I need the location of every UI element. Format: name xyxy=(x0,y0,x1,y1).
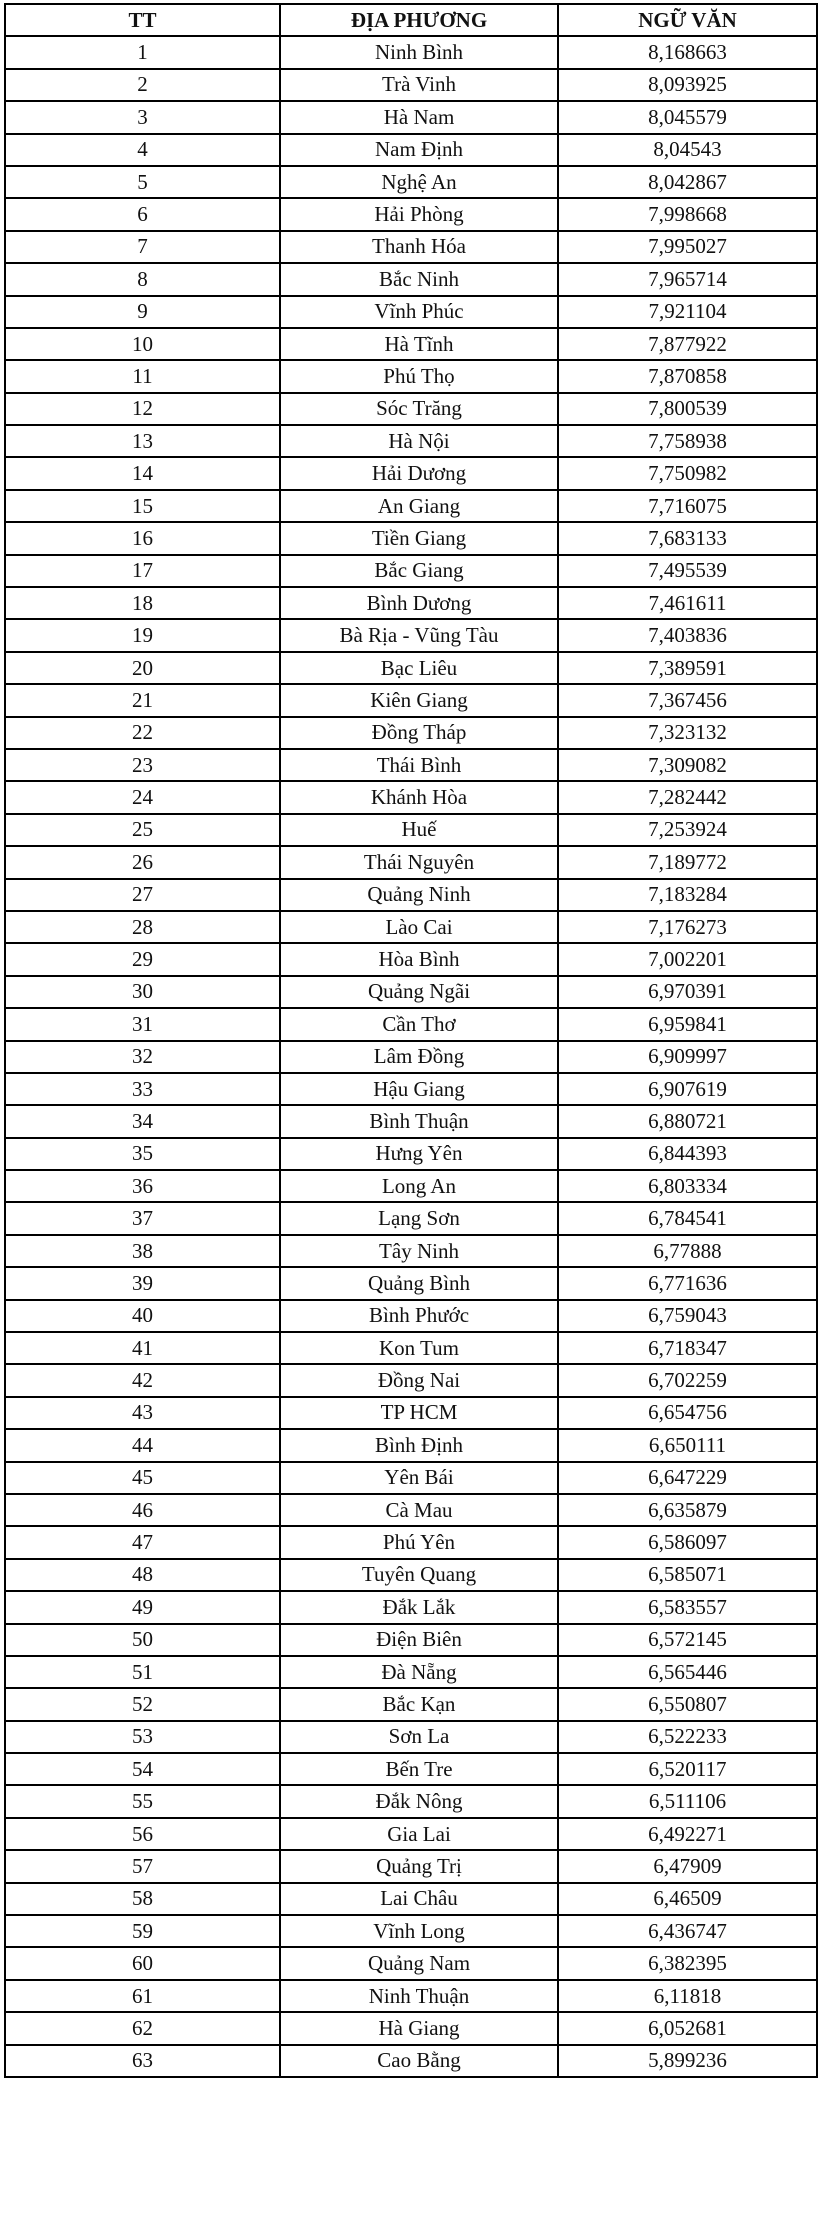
row-index: 18 xyxy=(5,587,280,619)
row-score: 6,565446 xyxy=(558,1656,817,1688)
row-index: 27 xyxy=(5,879,280,911)
row-score: 7,323132 xyxy=(558,717,817,749)
row-index: 56 xyxy=(5,1818,280,1850)
row-index: 10 xyxy=(5,328,280,360)
row-index: 54 xyxy=(5,1753,280,1785)
row-index: 21 xyxy=(5,684,280,716)
row-score: 6,970391 xyxy=(558,976,817,1008)
table-row xyxy=(5,1721,817,1753)
row-index: 39 xyxy=(5,1267,280,1299)
table-row xyxy=(5,587,817,619)
row-region: Quảng Nam xyxy=(280,1947,558,1979)
row-score: 6,583557 xyxy=(558,1591,817,1623)
table-row xyxy=(5,231,817,263)
row-score: 8,04543 xyxy=(558,134,817,166)
row-score: 6,550807 xyxy=(558,1688,817,1720)
table-row xyxy=(5,1526,817,1558)
table-row xyxy=(5,1202,817,1234)
row-index: 58 xyxy=(5,1883,280,1915)
score-table xyxy=(4,3,818,2078)
row-region: Tuyên Quang xyxy=(280,1559,558,1591)
row-score: 7,758938 xyxy=(558,425,817,457)
row-score: 7,965714 xyxy=(558,263,817,295)
row-index: 4 xyxy=(5,134,280,166)
row-region: Lào Cai xyxy=(280,911,558,943)
row-region: Bắc Giang xyxy=(280,555,558,587)
row-score: 7,921104 xyxy=(558,296,817,328)
row-index: 8 xyxy=(5,263,280,295)
row-index: 22 xyxy=(5,717,280,749)
row-region: Ninh Bình xyxy=(280,36,558,68)
table-row xyxy=(5,1267,817,1299)
row-index: 23 xyxy=(5,749,280,781)
row-index: 5 xyxy=(5,166,280,198)
row-score: 7,176273 xyxy=(558,911,817,943)
row-region: Bắc Ninh xyxy=(280,263,558,295)
table-row xyxy=(5,1105,817,1137)
row-score: 6,909997 xyxy=(558,1041,817,1073)
row-index: 37 xyxy=(5,1202,280,1234)
table-row xyxy=(5,1688,817,1720)
row-region: Đắk Nông xyxy=(280,1785,558,1817)
row-region: Cần Thơ xyxy=(280,1008,558,1040)
table-row xyxy=(5,781,817,813)
row-score: 5,899236 xyxy=(558,2045,817,2077)
row-region: Hà Giang xyxy=(280,2012,558,2044)
row-index: 7 xyxy=(5,231,280,263)
table-row xyxy=(5,263,817,295)
row-region: Ninh Thuận xyxy=(280,1980,558,2012)
row-region: Phú Yên xyxy=(280,1526,558,1558)
row-region: Bà Rịa - Vũng Tàu xyxy=(280,619,558,651)
row-region: Sơn La xyxy=(280,1721,558,1753)
row-index: 12 xyxy=(5,393,280,425)
table-row xyxy=(5,1591,817,1623)
row-score: 6,647229 xyxy=(558,1462,817,1494)
table-row xyxy=(5,360,817,392)
row-index: 15 xyxy=(5,490,280,522)
row-score: 6,771636 xyxy=(558,1267,817,1299)
row-score: 6,586097 xyxy=(558,1526,817,1558)
row-region: Tiền Giang xyxy=(280,522,558,554)
row-score: 6,635879 xyxy=(558,1494,817,1526)
row-index: 49 xyxy=(5,1591,280,1623)
row-region: Long An xyxy=(280,1170,558,1202)
row-index: 48 xyxy=(5,1559,280,1591)
row-score: 7,998668 xyxy=(558,198,817,230)
row-score: 7,367456 xyxy=(558,684,817,716)
row-score: 7,309082 xyxy=(558,749,817,781)
table-row xyxy=(5,1494,817,1526)
table-row xyxy=(5,1429,817,1461)
table-row xyxy=(5,976,817,1008)
row-score: 7,800539 xyxy=(558,393,817,425)
table-row xyxy=(5,36,817,68)
row-index: 36 xyxy=(5,1170,280,1202)
row-index: 6 xyxy=(5,198,280,230)
row-region: Hà Tĩnh xyxy=(280,328,558,360)
row-index: 61 xyxy=(5,1980,280,2012)
header-row xyxy=(5,4,817,36)
row-region: Phú Thọ xyxy=(280,360,558,392)
row-region: Đà Nẵng xyxy=(280,1656,558,1688)
row-score: 6,46509 xyxy=(558,1883,817,1915)
row-region: Gia Lai xyxy=(280,1818,558,1850)
row-index: 3 xyxy=(5,101,280,133)
table-row xyxy=(5,1785,817,1817)
row-score: 7,389591 xyxy=(558,652,817,684)
row-region: Đắk Lắk xyxy=(280,1591,558,1623)
row-region: Bình Dương xyxy=(280,587,558,619)
row-index: 55 xyxy=(5,1785,280,1817)
row-index: 40 xyxy=(5,1300,280,1332)
row-region: Cà Mau xyxy=(280,1494,558,1526)
row-index: 32 xyxy=(5,1041,280,1073)
table-header xyxy=(5,4,817,36)
row-index: 1 xyxy=(5,36,280,68)
row-region: Nam Định xyxy=(280,134,558,166)
table-row xyxy=(5,814,817,846)
row-score: 8,045579 xyxy=(558,101,817,133)
row-score: 7,716075 xyxy=(558,490,817,522)
row-score: 6,492271 xyxy=(558,1818,817,1850)
row-score: 7,877922 xyxy=(558,328,817,360)
row-region: Bạc Liêu xyxy=(280,652,558,684)
row-index: 44 xyxy=(5,1429,280,1461)
row-index: 62 xyxy=(5,2012,280,2044)
table-row xyxy=(5,490,817,522)
table-row xyxy=(5,555,817,587)
table-row xyxy=(5,1170,817,1202)
table-row xyxy=(5,1883,817,1915)
row-index: 20 xyxy=(5,652,280,684)
row-score: 7,995027 xyxy=(558,231,817,263)
row-index: 42 xyxy=(5,1364,280,1396)
row-index: 16 xyxy=(5,522,280,554)
row-region: Điện Biên xyxy=(280,1624,558,1656)
table-row xyxy=(5,1559,817,1591)
row-score: 7,495539 xyxy=(558,555,817,587)
row-score: 7,183284 xyxy=(558,879,817,911)
header-index: TT xyxy=(5,4,280,36)
row-region: Nghệ An xyxy=(280,166,558,198)
row-region: Vĩnh Long xyxy=(280,1915,558,1947)
row-index: 35 xyxy=(5,1138,280,1170)
table-row xyxy=(5,619,817,651)
row-region: Hải Phòng xyxy=(280,198,558,230)
row-index: 29 xyxy=(5,943,280,975)
row-region: Hà Nội xyxy=(280,425,558,457)
row-score: 6,522233 xyxy=(558,1721,817,1753)
row-region: Thanh Hóa xyxy=(280,231,558,263)
row-region: Tây Ninh xyxy=(280,1235,558,1267)
table-row xyxy=(5,717,817,749)
row-index: 34 xyxy=(5,1105,280,1137)
row-index: 46 xyxy=(5,1494,280,1526)
row-score: 6,11818 xyxy=(558,1980,817,2012)
table-row xyxy=(5,1818,817,1850)
table-row xyxy=(5,522,817,554)
table-row xyxy=(5,1300,817,1332)
row-region: Yên Bái xyxy=(280,1462,558,1494)
row-index: 63 xyxy=(5,2045,280,2077)
row-region: Bình Định xyxy=(280,1429,558,1461)
row-score: 7,253924 xyxy=(558,814,817,846)
row-index: 19 xyxy=(5,619,280,651)
row-region: Lai Châu xyxy=(280,1883,558,1915)
row-region: Thái Nguyên xyxy=(280,846,558,878)
table-row xyxy=(5,2012,817,2044)
row-score: 6,803334 xyxy=(558,1170,817,1202)
row-index: 31 xyxy=(5,1008,280,1040)
row-region: Kon Tum xyxy=(280,1332,558,1364)
row-index: 41 xyxy=(5,1332,280,1364)
row-score: 8,093925 xyxy=(558,69,817,101)
row-score: 7,002201 xyxy=(558,943,817,975)
table-row xyxy=(5,1332,817,1364)
table-row xyxy=(5,1041,817,1073)
row-region: An Giang xyxy=(280,490,558,522)
row-score: 7,750982 xyxy=(558,457,817,489)
row-region: Bến Tre xyxy=(280,1753,558,1785)
row-score: 7,461611 xyxy=(558,587,817,619)
row-index: 59 xyxy=(5,1915,280,1947)
row-index: 60 xyxy=(5,1947,280,1979)
row-region: Quảng Ngãi xyxy=(280,976,558,1008)
row-region: Bắc Kạn xyxy=(280,1688,558,1720)
row-region: Hải Dương xyxy=(280,457,558,489)
row-score: 6,784541 xyxy=(558,1202,817,1234)
table-row xyxy=(5,684,817,716)
row-score: 6,572145 xyxy=(558,1624,817,1656)
row-score: 6,511106 xyxy=(558,1785,817,1817)
row-score: 6,702259 xyxy=(558,1364,817,1396)
header-region: ĐỊA PHƯƠNG xyxy=(280,4,558,36)
row-region: Trà Vinh xyxy=(280,69,558,101)
table-row xyxy=(5,393,817,425)
row-region: Lạng Sơn xyxy=(280,1202,558,1234)
row-score: 6,436747 xyxy=(558,1915,817,1947)
table-row xyxy=(5,1980,817,2012)
row-score: 6,718347 xyxy=(558,1332,817,1364)
table-row xyxy=(5,1462,817,1494)
row-score: 6,650111 xyxy=(558,1429,817,1461)
table-row xyxy=(5,652,817,684)
row-index: 52 xyxy=(5,1688,280,1720)
row-index: 43 xyxy=(5,1397,280,1429)
row-index: 24 xyxy=(5,781,280,813)
row-score: 6,47909 xyxy=(558,1850,817,1882)
row-index: 51 xyxy=(5,1656,280,1688)
table-row xyxy=(5,1008,817,1040)
table-row xyxy=(5,457,817,489)
table-row xyxy=(5,296,817,328)
table-row xyxy=(5,1138,817,1170)
row-region: Vĩnh Phúc xyxy=(280,296,558,328)
table-row xyxy=(5,134,817,166)
row-score: 6,759043 xyxy=(558,1300,817,1332)
row-score: 6,052681 xyxy=(558,2012,817,2044)
row-index: 38 xyxy=(5,1235,280,1267)
table-row xyxy=(5,911,817,943)
row-region: Huế xyxy=(280,814,558,846)
table-row xyxy=(5,846,817,878)
table-row xyxy=(5,1915,817,1947)
table-row xyxy=(5,2045,817,2077)
row-region: Thái Bình xyxy=(280,749,558,781)
table-row xyxy=(5,1073,817,1105)
row-region: Hưng Yên xyxy=(280,1138,558,1170)
table-row xyxy=(5,943,817,975)
row-index: 13 xyxy=(5,425,280,457)
row-score: 6,585071 xyxy=(558,1559,817,1591)
table-row xyxy=(5,101,817,133)
row-region: Kiên Giang xyxy=(280,684,558,716)
row-index: 45 xyxy=(5,1462,280,1494)
row-region: Khánh Hòa xyxy=(280,781,558,813)
row-region: Quảng Bình xyxy=(280,1267,558,1299)
table-body xyxy=(5,36,817,2077)
row-score: 6,880721 xyxy=(558,1105,817,1137)
row-index: 50 xyxy=(5,1624,280,1656)
row-region: Hòa Bình xyxy=(280,943,558,975)
table-row xyxy=(5,328,817,360)
row-score: 6,844393 xyxy=(558,1138,817,1170)
row-region: Hà Nam xyxy=(280,101,558,133)
row-region: Đồng Nai xyxy=(280,1364,558,1396)
row-index: 2 xyxy=(5,69,280,101)
table-row xyxy=(5,69,817,101)
row-score: 7,870858 xyxy=(558,360,817,392)
row-region: TP HCM xyxy=(280,1397,558,1429)
row-region: Hậu Giang xyxy=(280,1073,558,1105)
row-region: Quảng Trị xyxy=(280,1850,558,1882)
row-region: Lâm Đồng xyxy=(280,1041,558,1073)
row-score: 6,382395 xyxy=(558,1947,817,1979)
row-index: 17 xyxy=(5,555,280,587)
row-score: 7,282442 xyxy=(558,781,817,813)
row-index: 47 xyxy=(5,1526,280,1558)
row-index: 28 xyxy=(5,911,280,943)
row-score: 6,77888 xyxy=(558,1235,817,1267)
table-row xyxy=(5,166,817,198)
row-score: 6,959841 xyxy=(558,1008,817,1040)
row-index: 9 xyxy=(5,296,280,328)
table-row xyxy=(5,1364,817,1396)
table-row xyxy=(5,1235,817,1267)
row-region: Sóc Trăng xyxy=(280,393,558,425)
table-row xyxy=(5,1850,817,1882)
row-index: 26 xyxy=(5,846,280,878)
table-row xyxy=(5,1624,817,1656)
row-region: Đồng Tháp xyxy=(280,717,558,749)
table-row xyxy=(5,879,817,911)
row-region: Quảng Ninh xyxy=(280,879,558,911)
row-index: 30 xyxy=(5,976,280,1008)
table-row xyxy=(5,749,817,781)
row-score: 6,520117 xyxy=(558,1753,817,1785)
row-index: 57 xyxy=(5,1850,280,1882)
row-score: 6,654756 xyxy=(558,1397,817,1429)
row-score: 8,042867 xyxy=(558,166,817,198)
row-region: Bình Thuận xyxy=(280,1105,558,1137)
row-score: 7,683133 xyxy=(558,522,817,554)
header-score: NGỮ VĂN xyxy=(558,4,817,36)
row-index: 53 xyxy=(5,1721,280,1753)
row-index: 11 xyxy=(5,360,280,392)
table-row xyxy=(5,425,817,457)
row-score: 6,907619 xyxy=(558,1073,817,1105)
row-region: Bình Phước xyxy=(280,1300,558,1332)
table-row xyxy=(5,198,817,230)
row-score: 7,189772 xyxy=(558,846,817,878)
row-score: 8,168663 xyxy=(558,36,817,68)
row-index: 14 xyxy=(5,457,280,489)
table-row xyxy=(5,1947,817,1979)
row-index: 25 xyxy=(5,814,280,846)
table-row xyxy=(5,1656,817,1688)
row-index: 33 xyxy=(5,1073,280,1105)
table-row xyxy=(5,1753,817,1785)
row-score: 7,403836 xyxy=(558,619,817,651)
table-row xyxy=(5,1397,817,1429)
row-region: Cao Bằng xyxy=(280,2045,558,2077)
